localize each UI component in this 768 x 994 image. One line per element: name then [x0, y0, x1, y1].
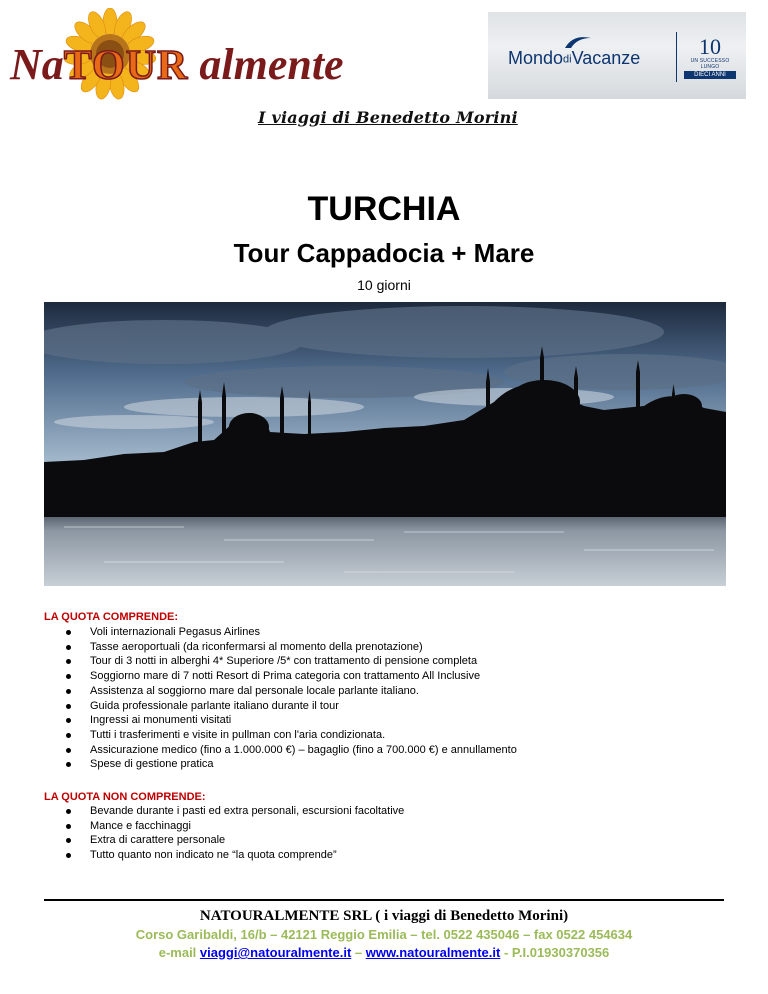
partner-di: di [563, 53, 572, 66]
page-subtitle: Tour Cappadocia + Mare [233, 238, 535, 268]
footer-address: Corso Garibaldi, 16/b – 42121 Reggio Emilia – tel. 0522 435046 – fax 0522 454634 [135, 927, 633, 942]
tagline: I viaggi di Benedetto Morini [258, 108, 518, 127]
skyline-image [44, 302, 726, 586]
list-item: Tutti i trasferimenti e visite in pullman con l'aria condizionata. [66, 728, 517, 743]
list-item: Tour di 3 notti in alberghi 4* Superiore /5* con trattamento di pensione completa [66, 654, 517, 669]
list-item: Assicurazione medico (fino a 1.000.000 €) – bagaglio (fino a 700.000 €) e annullamento [66, 743, 517, 758]
mondo-di-vacanze-logo [488, 12, 746, 99]
includes-heading: LA QUOTA COMPRENDE: [44, 611, 179, 623]
partner-name-2: Vacanze [571, 48, 641, 68]
footer-email-label: e-mail [158, 945, 200, 960]
partner-wordmark [508, 48, 640, 69]
list-item: Bevande durante i pasti ed extra personali, escursioni facoltative [66, 804, 404, 819]
footer-piva: - P.I.01930370356 [500, 945, 610, 960]
footer-company: NATOURALMENTE SRL ( i viaggi di Benedetto Morini) [199, 908, 569, 924]
email-link[interactable]: viaggi@natouralmente.it [199, 945, 352, 960]
anniversary-badge [684, 36, 736, 78]
list-item: Extra di carattere personale [66, 833, 404, 848]
list-item: Voli internazionali Pegasus Airlines [66, 625, 517, 640]
list-item: Mance e facchinaggi [66, 819, 404, 834]
list-item: Spese di gestione pratica [66, 757, 517, 772]
footer-contacts [0, 944, 768, 961]
includes-list [66, 625, 517, 772]
partner-name: Mondo [508, 48, 564, 68]
logo-tour: TOUR [63, 43, 189, 89]
list-item: Assistenza al soggiorno mare dal personale locale parlante italiano. [66, 684, 517, 699]
list-item: Ingressi ai monumenti visitati [66, 713, 517, 728]
istanbul-skyline-photo [44, 302, 726, 586]
logo-wordmark [10, 40, 344, 91]
partner-divider [676, 32, 677, 82]
list-item: Tasse aeroportuali (da riconfermarsi al momento della prenotazione) [66, 640, 517, 655]
footer-separator: – [351, 945, 366, 960]
logo-na: Na [10, 40, 64, 89]
website-link[interactable]: www.natouralmente.it [365, 945, 501, 960]
list-item: Guida professionale parlante italiano durante il tour [66, 699, 517, 714]
natouralmente-logo [0, 0, 372, 110]
footer-divider [44, 899, 724, 901]
badge-anni-text: DIECI ANNI [684, 71, 736, 79]
badge-number: 10 [699, 34, 721, 59]
logo-almente: almente [199, 40, 344, 89]
excludes-heading: LA QUOTA NON COMPRENDE: [44, 791, 206, 803]
excludes-list [66, 804, 404, 863]
page-title: TURCHIA [307, 190, 461, 228]
badge-small-text: UN SUCCESSO LUNGO [690, 58, 730, 70]
tour-duration: 10 giorni [357, 277, 411, 293]
list-item: Soggiorno mare di 7 notti Resort di Prima categoria con trattamento All Inclusive [66, 669, 517, 684]
list-item: Tutto quanto non indicato ne “la quota comprende” [66, 848, 404, 863]
